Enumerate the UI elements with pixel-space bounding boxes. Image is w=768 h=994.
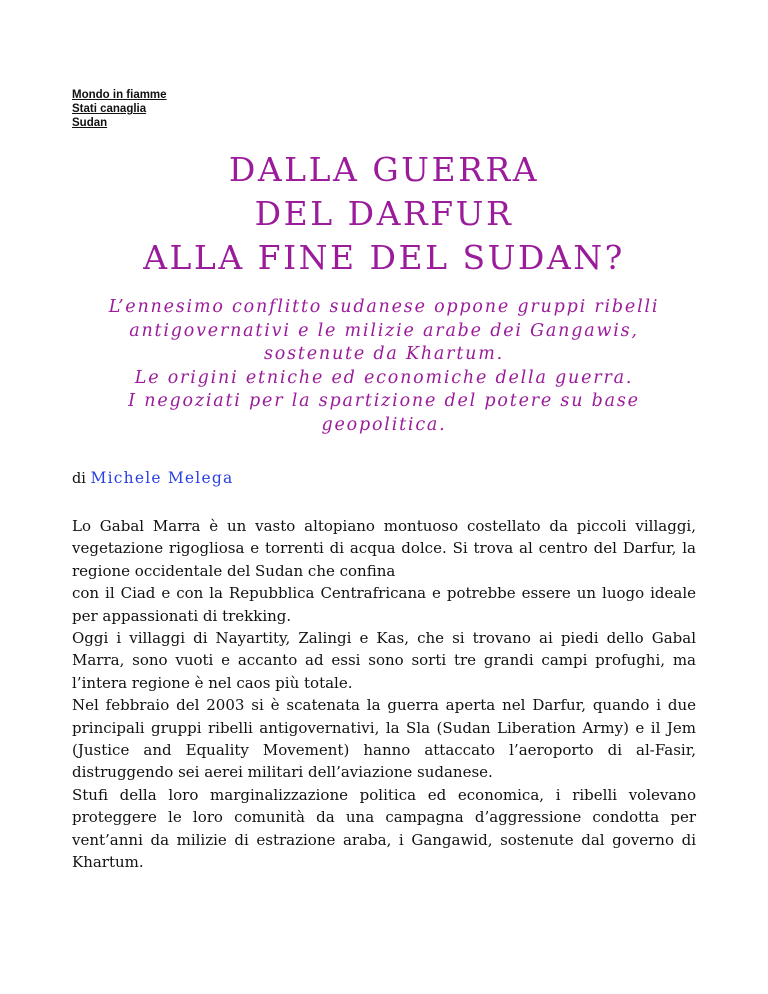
subtitle-line: sostenute da Khartum. (264, 344, 504, 364)
title-line: DALLA GUERRA (228, 150, 540, 189)
subtitle-line: L’ennesimo conflitto sudanese oppone gruppi ribelli (108, 297, 660, 317)
author-link[interactable]: Michele Melega (90, 469, 234, 487)
body-paragraph: con il Ciad e con la Repubblica Centrafricana e potrebbe essere un luogo ideale per appassionati di trekking. (72, 584, 696, 625)
subtitle (72, 296, 696, 437)
breadcrumb (72, 88, 167, 130)
body-paragraph: Lo Gabal Marra è un vasto altopiano montuoso costellato da piccoli villaggi, vegetazione rigogliosa e torrenti di acqua dolce. Si trova al centro del Darfur, la regione occidentale del Sudan che confina (72, 517, 696, 580)
byline-prefix: di (72, 471, 86, 487)
subtitle-line: geopolitica. (321, 414, 447, 435)
subtitle-line: antigovernativi e le milizie arabe dei Gangawis, (129, 320, 639, 341)
body-paragraph: Stufi della loro marginalizzazione politica ed economica, i ribelli volevano proteggere le loro comunità da una campagna d’aggressione condotta per vent’anni da milizie di estrazione araba, i Gangawid, sostenute dal governo di Khartum. (72, 785, 696, 872)
article-body (72, 515, 696, 874)
page-title (0, 148, 768, 280)
byline (72, 469, 233, 487)
body-paragraph: Oggi i villaggi di Nayartity, Zalingi e Kas, che si trovano ai piedi dello Gabal Marra, sono vuoti e accanto ad essi sono sorti tre grandi campi profughi, ma l’intera regione è nel caos più totale. (72, 629, 696, 692)
subtitle-line: I negoziati per la spartizione del potere su base (128, 391, 640, 411)
breadcrumb-link-stati-canaglia[interactable]: Stati canaglia (72, 103, 147, 115)
subtitle-line: Le origini etniche ed economiche della guerra. (134, 367, 634, 388)
breadcrumb-link-sudan[interactable]: Sudan (72, 117, 108, 129)
title-line: ALLA FINE DEL SUDAN? (143, 238, 625, 277)
body-paragraph: Nel febbraio del 2003 si è scatenata la guerra aperta nel Darfur, quando i due principali gruppi ribelli antigovernativi, la Sla (Sudan Liberation Army) e il Jem (Justice and Equality Movement) hanno attaccato l’aeroporto di al-Fasir, distruggendo sei aerei militari dell’aviazione sudanese. (72, 696, 696, 782)
title-line: DEL DARFUR (254, 194, 514, 233)
breadcrumb-link-mondo-in-fiamme[interactable]: Mondo in fiamme (72, 89, 167, 101)
